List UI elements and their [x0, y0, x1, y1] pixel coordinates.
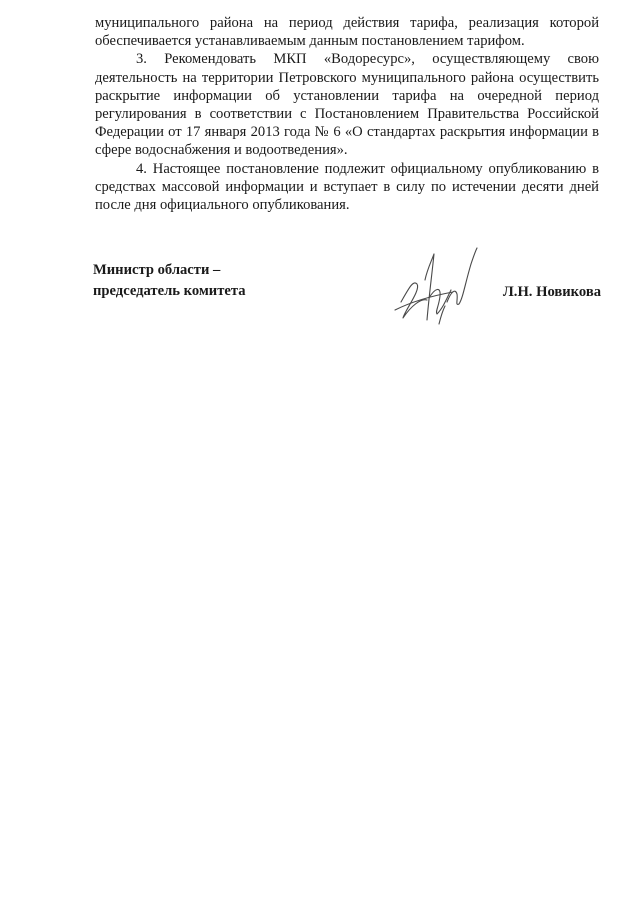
paragraph-continuation: муниципального района на период действия тарифа, реализация которой обеспечивается устанавливаемым данным постановлением тарифом. [95, 15, 599, 50]
paragraph-item-4: 4. Настоящее постановление подлежит официальному опубликованию в средствах массовой информации и вступает в силу по истечении десяти дней после дня официального опубликования. [95, 160, 599, 214]
signature-block [93, 260, 601, 380]
paragraph-item-3: 3. Рекомендовать МКП «Водоресурс», осуществляющему свою деятельность на территории Петровского муниципального района осуществить раскрытие информации об установлении тарифа на очередной период регулирования в соответствии с Постановлением Правительства Российской Федерации от 17 января 2013 года № 6 «О стандартах раскрытия информации в сфере водоснабжения и водоотведения». [95, 51, 599, 159]
signer-title-line-2: председатель комитета [93, 283, 246, 299]
document-body [95, 14, 599, 214]
handwritten-signature [391, 240, 491, 340]
signer-title-line-1: Министр области – [93, 262, 221, 278]
signer-title [93, 260, 246, 302]
signer-name: Л.Н. Новикова [502, 284, 601, 300]
